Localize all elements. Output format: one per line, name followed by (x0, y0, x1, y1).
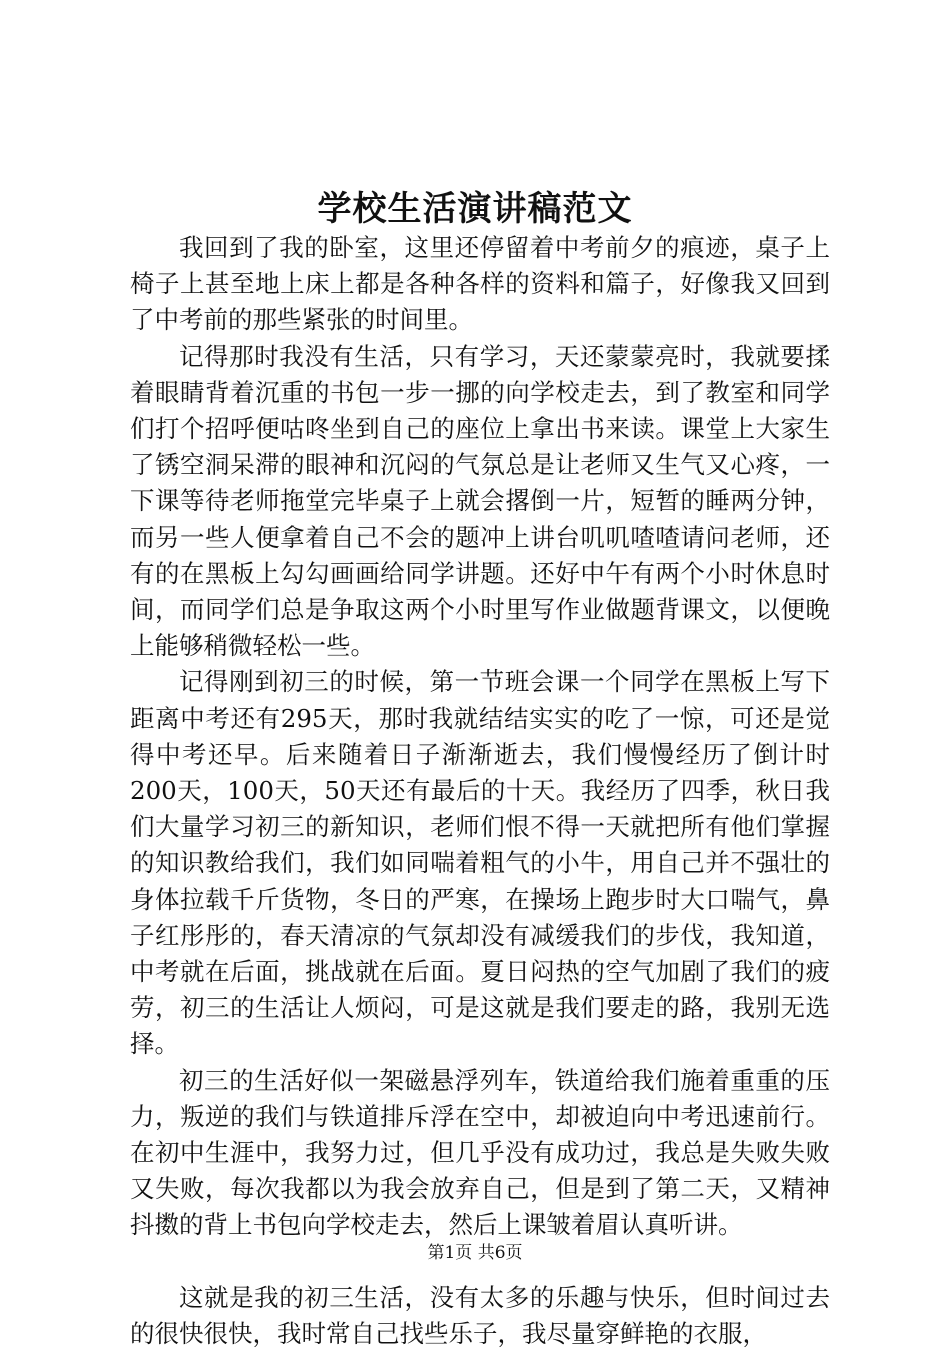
paragraph-3: 记得刚到初三的时候，第一节班会课一个同学在黑板上写下距离中考还有295天，那时我就结结实实的吃了一惊，可还是觉得中考还早。后来随着日子渐渐逝去，我们慢慢经历了倒计时200天，100天，50天还有最后的十天。我经历了四季，秋日我们大量学习初三的新知识，老师们恨不得一天就把所有他们掌握的知识教给我们，我们如同喘着粗气的小牛，用自己并不强壮的身体拉载千斤货物，冬日的严寒，在操场上跑步时大口喘气，鼻子红彤彤的，春天清凉的气氛却没有减缓我们的步伐，我知道，中考就在后面，挑战就在后面。夏日闷热的空气加剧了我们的疲劳，初三的生活让人烦闷，可是这就是我们要走的路，我别无选择。 (130, 667, 830, 1059)
paragraph-1: 我回到了我的卧室，这里还停留着中考前夕的痕迹，桌子上椅子上甚至地上床上都是各种各样的资料和篇子，好像我又回到了中考前的那些紧张的时间里。 (130, 233, 830, 335)
paragraph-4: 初三的生活好似一架磁悬浮列车，铁道给我们施着重重的压力，叛逆的我们与铁道排斥浮在空中，却被迫向中考迅速前行。在初中生涯中，我努力过，但几乎没有成功过，我总是失败失败又失败，每次我都以为我会放弃自己，但是到了第二天，又精神抖擞的背上书包向学校走去，然后上课皱着眉认真听讲。 (130, 1065, 830, 1240)
document-body (130, 230, 830, 1352)
document-title: 学校生活演讲稿范文 (317, 189, 633, 229)
paragraph-2: 记得那时我没有生活，只有学习，天还蒙蒙亮时，我就要揉着眼睛背着沉重的书包一步一挪的向学校走去，到了教室和同学们打个招呼便咕咚坐到自己的座位上拿出书来读。课堂上大家生了锈空洞呆滞的眼神和沉闷的气氛总是让老师又生气又心疼，一下课等待老师拖堂完毕桌子上就会撂倒一片，短暂的睡两分钟，而另一些人便拿着自己不会的题冲上讲台叽叽喳喳请问老师，还有的在黑板上勾勾画画给同学讲题。还好中午有两个小时休息时间，而同学们总是争取这两个小时里写作业做题背课文，以便晚上能够稍微轻松一些。 (130, 341, 830, 661)
page-number-footer: 第1页 共6页 (427, 1243, 523, 1263)
paragraph-5: 这就是我的初三生活，没有太多的乐趣与快乐，但时间过去的很快很快，我时常自己找些乐子，我尽量穿鲜艳的衣服， (130, 1282, 830, 1349)
